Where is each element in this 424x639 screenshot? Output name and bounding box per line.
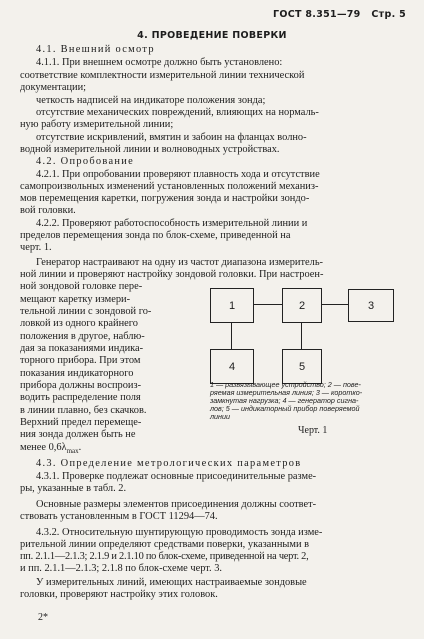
paragraph-line: положения в другое, наблю- (20, 331, 145, 342)
heading-4-2: 4.2. Опробование (36, 156, 135, 167)
paragraph-line: пределов перемещения зонда по блок-схеме, приведенной на (20, 230, 291, 241)
block-5-label: 5 (298, 360, 306, 373)
block-4-label: 4 (228, 360, 236, 373)
paragraph-line: головки, проверяют настройку этих головок. (20, 589, 218, 600)
paragraph-line: ния зонда должен быть не (20, 429, 136, 440)
figure-caption-line: лов; 5 — индикаторный прибор поверяемой (210, 404, 360, 413)
paragraph-line (20, 442, 81, 457)
paragraph-line: документации; (20, 82, 87, 93)
paragraph-line: Верхний предел перемеще- (20, 417, 142, 428)
block-5 (282, 349, 322, 384)
paragraph-line: в линии плавно, без скачков. (20, 405, 147, 416)
block-4 (210, 349, 254, 384)
page-header (273, 9, 406, 20)
section-title: 4. ПРОВЕДЕНИЕ ПОВЕРКИ (137, 30, 287, 41)
paragraph-line: водной измерительной линии и волноводных устройствах. (20, 144, 280, 155)
paragraph-line: пп. 2.1.1—2.1.3; 2.1.9 и 2.1.10 по блок-схеме, приведенной на черт. 2, (20, 551, 309, 562)
formula-text: менее 0,6λ (20, 442, 67, 453)
heading-4-3: 4.3. Определение метрологических параметров (36, 458, 302, 469)
paragraph-line: черт. 1. (20, 242, 52, 253)
paragraph-line: 4.2.1. При опробовании проверяют плавность хода и отсутствие (36, 169, 320, 180)
paragraph-line: и пп. 2.1.1—2.1.3; 2.1.8 по блок-схеме черт. 3. (20, 563, 223, 574)
block-2-label: 2 (298, 299, 306, 312)
paragraph-line: Основные размеры элементов присоединения должны соответ- (36, 499, 317, 510)
paragraph-line: 4.1.1. При внешнем осмотре должно быть установлено: (36, 57, 283, 68)
paragraph-line: ной линии и проверяют настройку зондовой головки. При настроен- (20, 269, 324, 280)
footer-mark: 2* (38, 612, 48, 623)
heading-4-1: 4.1. Внешний осмотр (36, 44, 155, 55)
paragraph-line: ловкой из одного крайнего (20, 318, 138, 329)
figure-caption-line: линии (210, 412, 231, 421)
block-1-label: 1 (228, 299, 236, 312)
paragraph-line: четкость надписей на индикаторе положения зонда; (36, 95, 266, 106)
connector-2-3 (320, 304, 348, 305)
paragraph-line: дая за показаниями индика- (20, 343, 144, 354)
paragraph-line: отсутствие механических повреждений, влияющих на нормаль- (36, 107, 319, 118)
standard-number: ГОСТ 8.351—79 (273, 9, 361, 20)
formula-subscript: max (66, 447, 79, 456)
paragraph-line: показания индикаторного (20, 368, 134, 379)
block-1 (210, 288, 254, 323)
paragraph-line: тельной линии с зондовой го- (20, 306, 152, 317)
paragraph-line: самопроизвольных изменений установленных положений механиз- (20, 181, 319, 192)
paragraph-line: ную работу измерительной линии; (20, 119, 174, 130)
paragraph-line: Генератор настраивают на одну из частот диапазона измеритель- (36, 257, 324, 268)
connector-2-5 (301, 321, 302, 349)
paragraph-line: ной зондовой головке пере- (20, 281, 143, 292)
figure-caption-line: замкнутая нагрузка; 4 — генератор сигна- (210, 396, 359, 405)
paragraph-line: отсутствие искривлений, вмятин и забоин на фланцах волно- (36, 132, 307, 143)
paragraph-line: ры, указанные в табл. 2. (20, 483, 127, 494)
connector-1-2 (252, 304, 282, 305)
paragraph-line: мещают каретку измери- (20, 294, 131, 305)
paragraph-line: мов перемещения каретки, погружения зонда и настройки зондо- (20, 193, 310, 204)
paragraph-line: прибора должны воспроиз- (20, 380, 142, 391)
paragraph-line: ствовать установленным в ГОСТ 11294—74. (20, 511, 218, 522)
paragraph-line: соответствие комплектности измерительной линии технической (20, 70, 305, 81)
formula-period: . (78, 442, 82, 453)
block-2 (282, 288, 322, 323)
paragraph-line: 4.3.1. Проверке подлежат основные присоединительные разме- (36, 471, 317, 482)
paragraph-line: рительной линии определяют средствами поверки, указанными в (20, 539, 310, 550)
paragraph-line: вой головки. (20, 205, 76, 216)
figure-caption-line: 1 — развязывающее устройство; 2 — пове- (210, 380, 361, 389)
figure-caption-line: ряемая измерительная линия; 3 — коротко- (210, 388, 363, 397)
paragraph-line: водить распределение поля (20, 392, 141, 403)
connector-1-4 (231, 321, 232, 349)
paragraph-line: 4.2.2. Проверяют работоспособность измерительной линии и (36, 218, 308, 229)
paragraph-line: У измерительных линий, имеющих настраиваемые зондовые (36, 577, 307, 588)
block-3-label: 3 (367, 299, 375, 312)
paragraph-line: 4.3.2. Относительную шунтирующую проводимость зонда изме- (36, 527, 323, 538)
page-number: Стр. 5 (371, 9, 406, 20)
paragraph-line: торного прибора. При этом (20, 355, 141, 366)
block-3 (348, 289, 394, 322)
figure-label: Черт. 1 (298, 425, 328, 436)
